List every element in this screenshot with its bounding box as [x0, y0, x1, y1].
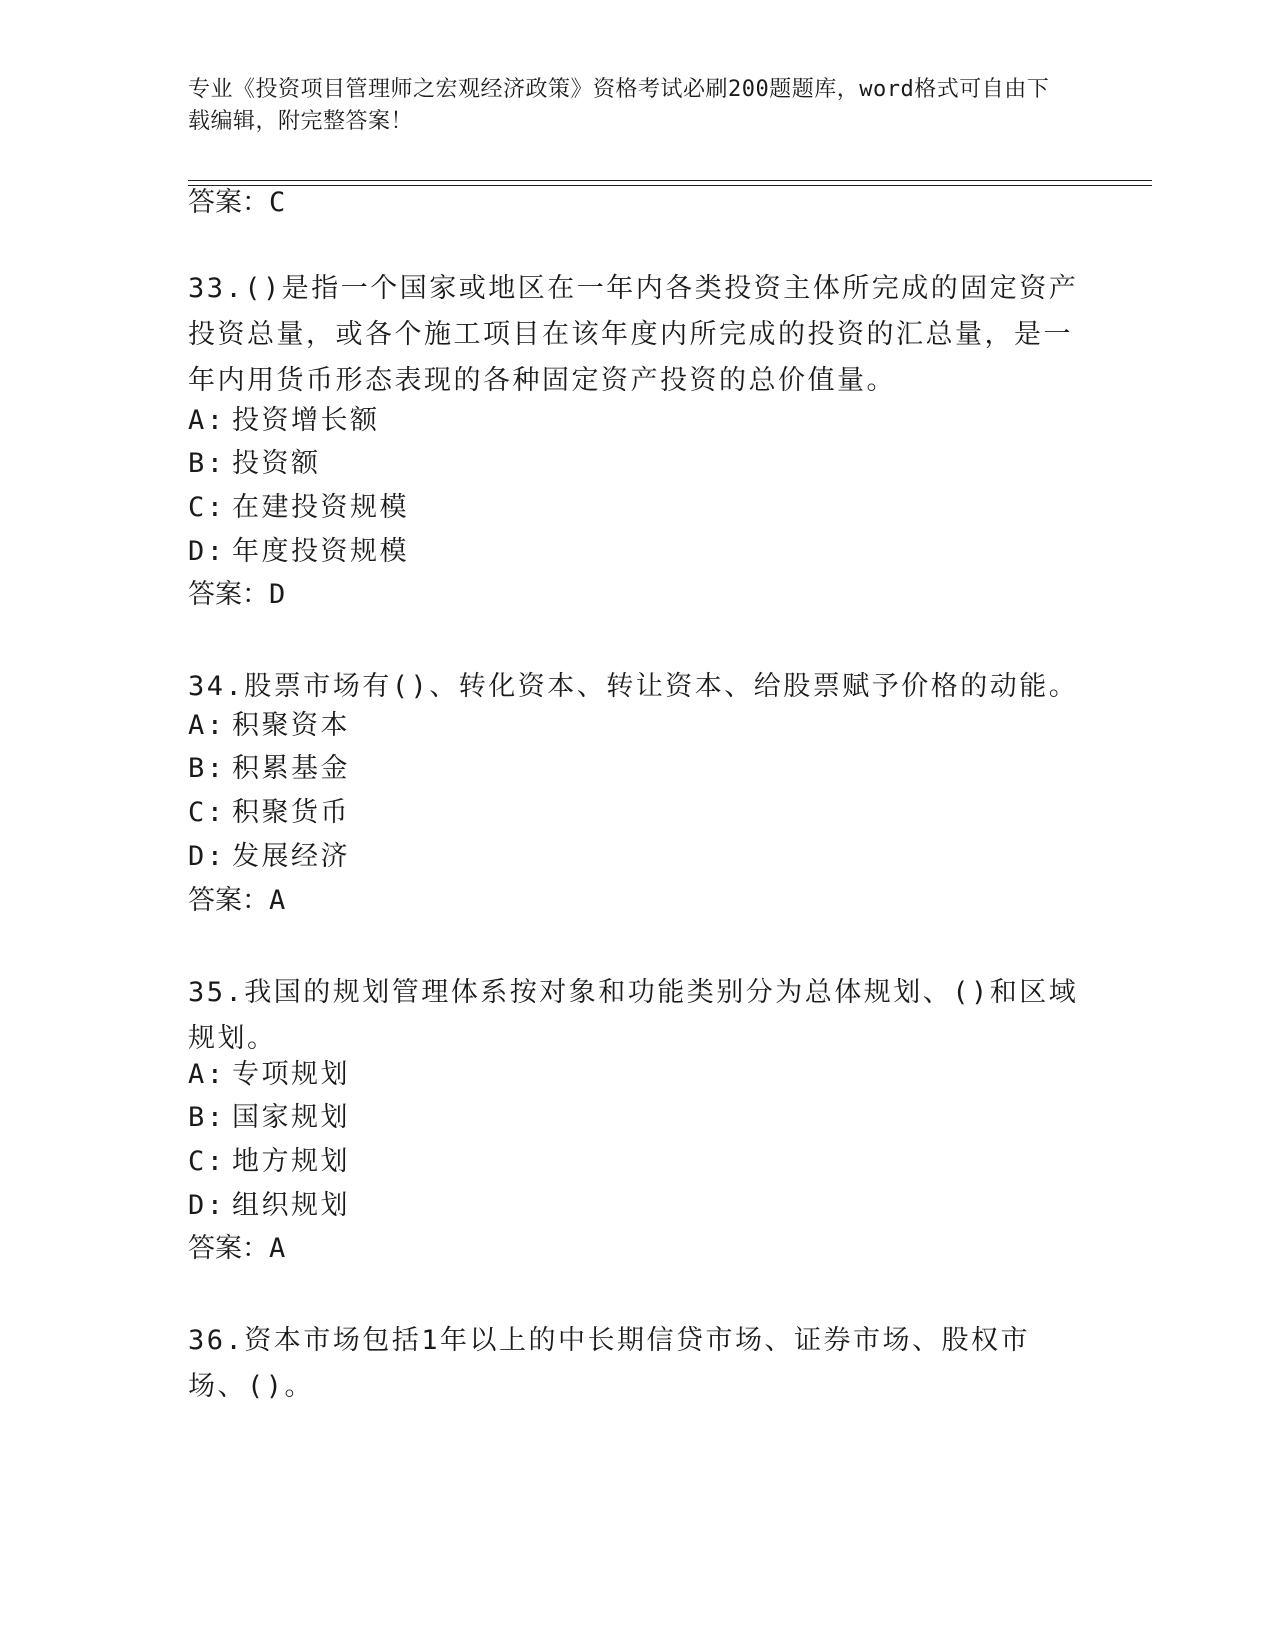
page-header: 专业《投资项目管理师之宏观经济政策》资格考试必刷200题题库，word格式可自由下载编辑，附完整答案！ — [188, 77, 1050, 134]
option-c — [188, 796, 350, 830]
question-stem: 34.股票市场有()、转化资本、转让资本、给股票赋予价格的动能。 — [188, 671, 1079, 702]
option-text: 年度投资规模 — [232, 536, 409, 567]
question-stem: 36.资本市场包括1年以上的中长期信贷市场、证券市场、股权市场、()。 — [188, 1325, 1031, 1402]
option-key: C: — [188, 492, 226, 523]
option-text: 积聚资本 — [232, 710, 350, 741]
question-stem: 33.()是指一个国家或地区在一年内各类投资主体所完成的固定资产投资总量，或各个施工项目在该年度内所完成的投资的汇总量，是一年内用货币形态表现的各种固定资产投资的总价值量。 — [188, 273, 1079, 396]
option-key: D: — [188, 841, 226, 872]
option-text: 地方规划 — [232, 1146, 350, 1177]
option-key: A: — [188, 710, 226, 741]
option-b — [188, 752, 350, 786]
option-c — [188, 1145, 350, 1179]
option-a — [188, 404, 380, 438]
answer-value: A — [269, 885, 286, 916]
option-text: 积聚货币 — [232, 797, 350, 828]
option-text: 国家规划 — [232, 1102, 350, 1133]
option-b — [188, 1101, 350, 1135]
option-key: D: — [188, 1190, 226, 1221]
answer-value: C — [269, 187, 286, 218]
answer-line — [188, 578, 285, 612]
option-b — [188, 447, 321, 481]
option-key: A: — [188, 1059, 226, 1090]
option-text: 投资增长额 — [232, 405, 380, 436]
option-key: A: — [188, 405, 226, 436]
answer-line — [188, 186, 285, 220]
option-text: 发展经济 — [232, 841, 350, 872]
answer-value: A — [269, 1233, 286, 1264]
answer-label: 答案： — [188, 885, 269, 916]
answer-label: 答案： — [188, 579, 269, 610]
header-rule-bottom — [188, 185, 1152, 186]
option-text: 在建投资规模 — [232, 492, 409, 523]
option-text: 积累基金 — [232, 753, 350, 784]
option-c — [188, 491, 409, 525]
option-d — [188, 840, 350, 874]
option-key: B: — [188, 448, 226, 479]
option-a — [188, 1058, 350, 1092]
option-d — [188, 535, 409, 569]
answer-label: 答案： — [188, 1233, 269, 1264]
question-stem: 35.我国的规划管理体系按对象和功能类别分为总体规划、()和区域规划。 — [188, 977, 1079, 1054]
option-key: D: — [188, 536, 226, 567]
option-key: B: — [188, 1102, 226, 1133]
option-d — [188, 1189, 350, 1223]
answer-value: D — [269, 579, 286, 610]
answer-label: 答案： — [188, 187, 269, 218]
option-key: C: — [188, 797, 226, 828]
header-rule-top — [188, 180, 1152, 181]
option-text: 专项规划 — [232, 1059, 350, 1090]
option-text: 组织规划 — [232, 1190, 350, 1221]
option-a — [188, 709, 350, 743]
answer-line — [188, 1232, 285, 1266]
option-text: 投资额 — [232, 448, 321, 479]
option-key: B: — [188, 753, 226, 784]
option-key: C: — [188, 1146, 226, 1177]
answer-line — [188, 884, 285, 918]
